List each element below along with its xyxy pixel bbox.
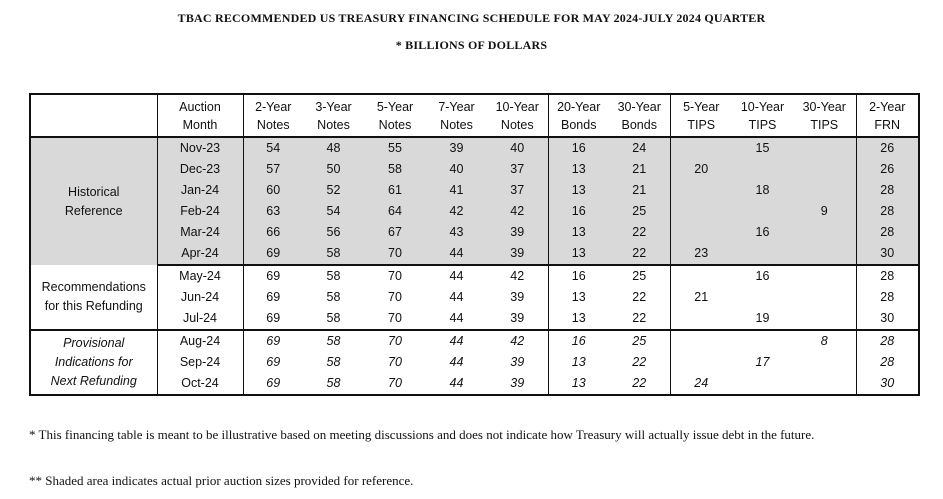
month-cell: Jan-24 [157, 180, 243, 201]
table-row [30, 243, 919, 265]
value-cell [732, 330, 793, 352]
value-cell: 37 [487, 159, 548, 180]
month-cell: Jul-24 [157, 308, 243, 330]
value-cell: 37 [487, 180, 548, 201]
value-cell [670, 330, 732, 352]
value-cell: 70 [388, 290, 402, 304]
value-cell: 66 [243, 222, 303, 243]
value-cell: 13 [548, 352, 609, 373]
value-cell: 25 [632, 334, 647, 348]
header-row [30, 94, 919, 137]
value-cell [793, 159, 856, 180]
month-cell: Apr-24 [157, 243, 243, 265]
header-20y-bonds: 20-Year Bonds [548, 94, 609, 137]
header-10y-tips: 10-Year TIPS [732, 94, 793, 137]
value-cell [732, 159, 793, 180]
header-empty-cell [30, 94, 157, 137]
table-row [30, 180, 919, 201]
value-cell: 40 [487, 137, 548, 159]
value-cell: 44 [426, 243, 487, 265]
value-cell: 69 [243, 287, 303, 308]
value-cell: 40 [426, 159, 487, 180]
value-cell [732, 243, 793, 265]
value-cell: 43 [426, 222, 487, 243]
value-cell: 9 [793, 201, 856, 222]
value-cell: 30 [856, 243, 919, 265]
value-cell: 22 [632, 290, 647, 304]
value-cell: 58 [364, 159, 426, 180]
value-cell [670, 222, 732, 243]
value-cell: 39 [510, 355, 525, 369]
header-7y-notes: 7-Year Notes [426, 94, 487, 137]
value-cell: 25 [632, 269, 647, 283]
value-cell: 58 [303, 308, 364, 330]
value-cell: 58 [326, 290, 341, 304]
value-cell: 28 [856, 352, 919, 373]
value-cell: 39 [426, 137, 487, 159]
group-historical-reference: Historical Reference [30, 137, 157, 265]
value-cell: 57 [243, 159, 303, 180]
value-cell [793, 243, 856, 265]
value-cell: 69 [243, 373, 303, 395]
value-cell: 24 [609, 137, 670, 159]
value-cell: 58 [303, 373, 364, 395]
value-cell [670, 352, 732, 373]
header-2y-frn: 2-Year FRN [856, 94, 919, 137]
value-cell: 39 [510, 290, 525, 304]
value-cell: 20 [670, 159, 732, 180]
table-row [30, 159, 919, 180]
value-cell: 61 [364, 180, 426, 201]
value-cell: 19 [732, 308, 793, 330]
table-row [30, 201, 919, 222]
value-cell: 44 [426, 373, 487, 395]
month-cell: Dec-23 [157, 159, 243, 180]
value-cell: 22 [632, 355, 647, 369]
month-cell: Jun-24 [157, 287, 243, 308]
header-5y-tips: 5-Year TIPS [670, 94, 732, 137]
month-cell: Nov-23 [157, 137, 243, 159]
value-cell: 26 [856, 137, 919, 159]
value-cell: 18 [732, 180, 793, 201]
header-3y-notes: 3-Year Notes [303, 94, 364, 137]
value-cell: 30 [856, 308, 919, 330]
value-cell: 56 [303, 222, 364, 243]
value-cell [670, 201, 732, 222]
value-cell: 70 [364, 373, 426, 395]
header-10y-notes: 10-Year Notes [487, 94, 548, 137]
value-cell: 70 [388, 355, 402, 369]
value-cell: 42 [510, 269, 525, 283]
value-cell [793, 137, 856, 159]
value-cell: 67 [364, 222, 426, 243]
financing-schedule-table [29, 93, 920, 396]
value-cell: 70 [388, 334, 402, 348]
value-cell: 16 [548, 137, 609, 159]
value-cell: 58 [303, 243, 364, 265]
value-cell: 16 [755, 269, 770, 283]
value-cell: 21 [670, 287, 732, 308]
value-cell [793, 373, 856, 395]
value-cell: 58 [326, 355, 341, 369]
value-cell: 69 [243, 330, 303, 352]
footnote-illustrative: * This financing table is meant to be illustrative based on meeting discussions and does not indicate how Treasury will actually issue debt in the future. [29, 427, 815, 442]
value-cell [732, 373, 793, 395]
value-cell: 24 [670, 373, 732, 395]
header-30y-tips: 30-Year TIPS [793, 94, 856, 137]
value-cell: 13 [548, 180, 609, 201]
table-row [30, 373, 919, 395]
value-cell: 28 [856, 180, 919, 201]
value-cell: 58 [326, 334, 341, 348]
table-row [30, 137, 919, 159]
month-cell: Sep-24 [157, 352, 243, 373]
value-cell [793, 352, 856, 373]
value-cell: 28 [856, 265, 919, 287]
header-auction-month: Auction Month [157, 94, 243, 137]
value-cell: 44 [426, 308, 487, 330]
value-cell: 39 [487, 222, 548, 243]
value-cell: 60 [243, 180, 303, 201]
value-cell: 42 [510, 334, 525, 348]
value-cell: 39 [487, 373, 548, 395]
value-cell: 16 [548, 265, 609, 287]
value-cell: 22 [609, 373, 670, 395]
value-cell: 70 [388, 269, 402, 283]
value-cell: 22 [609, 222, 670, 243]
value-cell [793, 308, 856, 330]
value-cell: 8 [820, 334, 828, 348]
value-cell: 21 [609, 180, 670, 201]
value-cell: 63 [243, 201, 303, 222]
value-cell [670, 308, 732, 330]
group-provisional-indications: Provisional Indications for Next Refunding [30, 330, 157, 395]
month-cell: Oct-24 [157, 373, 243, 395]
value-cell: 23 [670, 243, 732, 265]
value-cell [732, 287, 793, 308]
value-cell: 13 [548, 222, 609, 243]
value-cell [793, 222, 856, 243]
table-row [30, 352, 919, 373]
value-cell [732, 201, 793, 222]
value-cell: 42 [487, 201, 548, 222]
value-cell: 44 [449, 334, 464, 348]
value-cell [670, 265, 732, 287]
value-cell: 39 [487, 308, 548, 330]
header-30y-bonds: 30-Year Bonds [609, 94, 670, 137]
value-cell: 69 [243, 243, 303, 265]
value-cell: 44 [449, 290, 464, 304]
value-cell: 28 [856, 330, 919, 352]
value-cell: 48 [303, 137, 364, 159]
header-2y-notes: 2-Year Notes [243, 94, 303, 137]
value-cell: 13 [548, 287, 609, 308]
value-cell: 50 [303, 159, 364, 180]
table-title: TBAC RECOMMENDED US TREASURY FINANCING SCHEDULE FOR MAY 2024-JULY 2024 QUARTER [177, 11, 766, 25]
value-cell: 41 [426, 180, 487, 201]
value-cell: 30 [856, 373, 919, 395]
value-cell: 44 [449, 269, 464, 283]
table-row [30, 308, 919, 330]
table-row [30, 330, 919, 352]
value-cell: 58 [326, 269, 341, 283]
value-cell: 69 [243, 352, 303, 373]
month-cell: May-24 [157, 265, 243, 287]
value-cell: 15 [732, 137, 793, 159]
value-cell [793, 180, 856, 201]
value-cell: 69 [243, 265, 303, 287]
group-recommendations: Recommendations for this Refunding [30, 265, 157, 330]
table-row [30, 287, 919, 308]
header-5y-notes: 5-Year Notes [364, 94, 426, 137]
value-cell: 28 [856, 201, 919, 222]
value-cell: 70 [364, 308, 426, 330]
value-cell: 28 [856, 287, 919, 308]
value-cell: 52 [303, 180, 364, 201]
value-cell: 69 [243, 308, 303, 330]
value-cell: 28 [856, 222, 919, 243]
value-cell: 44 [449, 355, 464, 369]
value-cell: 54 [243, 137, 303, 159]
value-cell [793, 287, 856, 308]
value-cell: 39 [487, 243, 548, 265]
value-cell: 22 [609, 308, 670, 330]
value-cell [793, 265, 856, 287]
value-cell: 54 [303, 201, 364, 222]
value-cell: 17 [755, 355, 770, 369]
value-cell: 70 [364, 243, 426, 265]
value-cell: 21 [609, 159, 670, 180]
value-cell: 64 [364, 201, 426, 222]
month-cell: Feb-24 [157, 201, 243, 222]
table-row [30, 222, 919, 243]
value-cell: 42 [426, 201, 487, 222]
value-cell: 13 [548, 243, 609, 265]
month-cell: Mar-24 [157, 222, 243, 243]
value-cell [670, 180, 732, 201]
value-cell: 26 [856, 159, 919, 180]
value-cell [670, 137, 732, 159]
value-cell: 22 [609, 243, 670, 265]
month-cell: Aug-24 [157, 330, 243, 352]
value-cell: 55 [364, 137, 426, 159]
value-cell: 25 [609, 201, 670, 222]
value-cell: 16 [732, 222, 793, 243]
value-cell: 16 [548, 201, 609, 222]
footnote-shaded-area: ** Shaded area indicates actual prior auction sizes provided for reference. [29, 473, 414, 488]
value-cell: 13 [548, 373, 609, 395]
table-row [30, 265, 919, 287]
table-subtitle: * BILLIONS OF DOLLARS [395, 38, 548, 52]
value-cell: 13 [548, 159, 609, 180]
value-cell: 13 [548, 308, 609, 330]
value-cell: 16 [548, 330, 609, 352]
